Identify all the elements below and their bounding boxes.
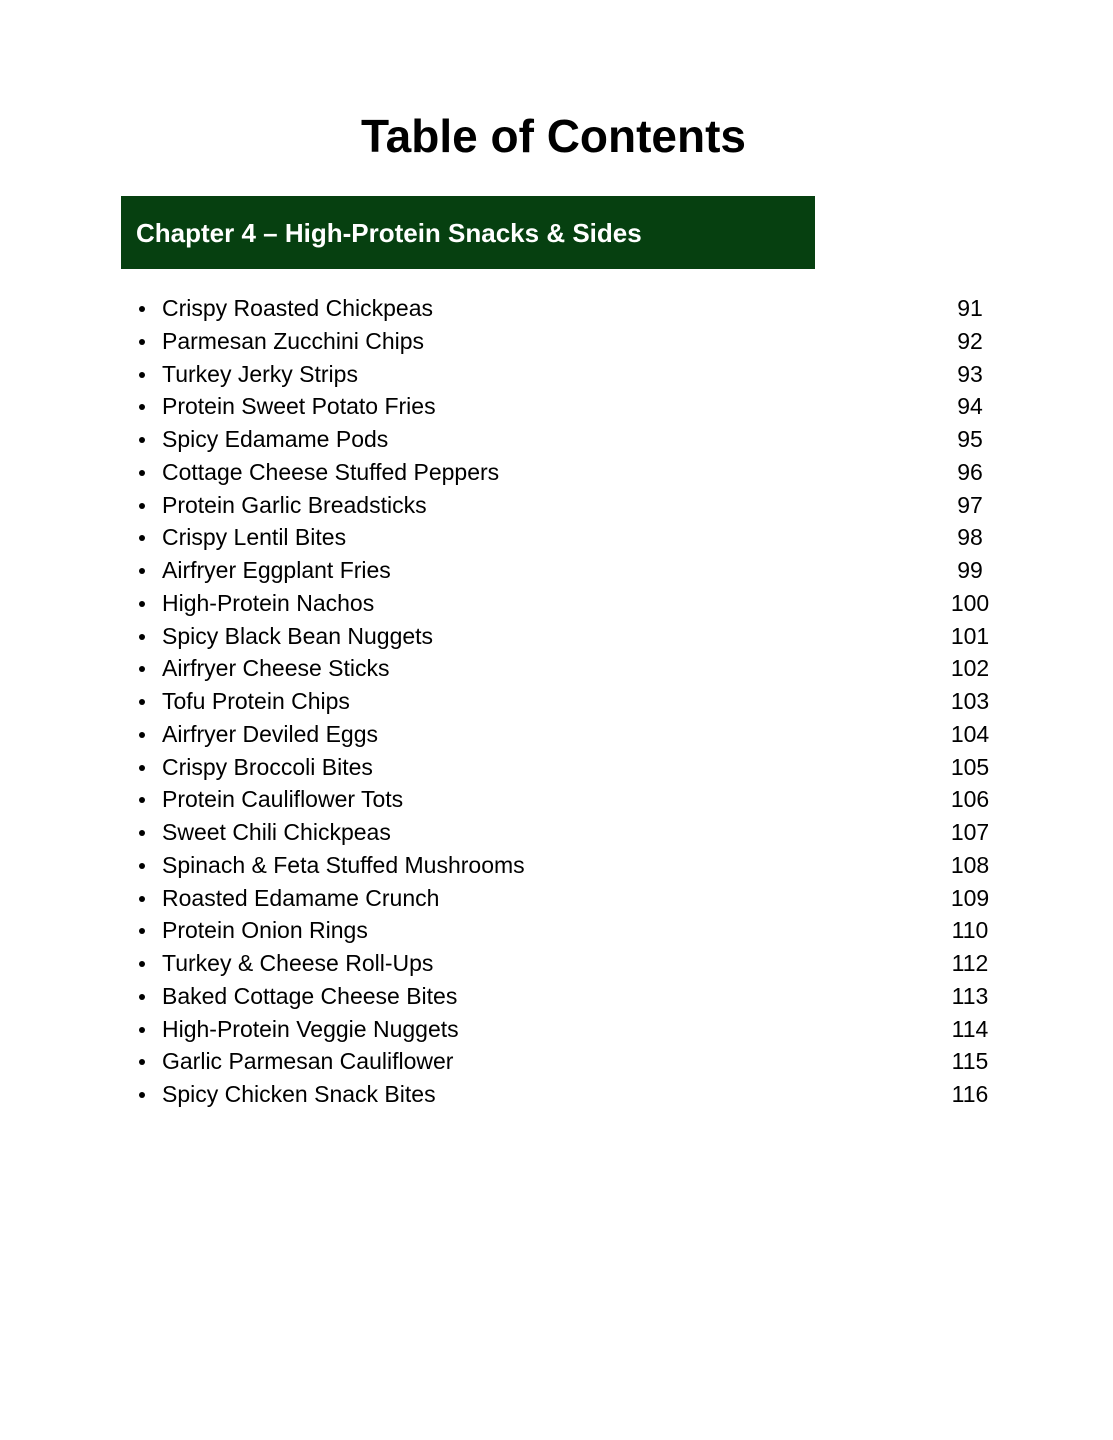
toc-entry-title[interactable]: Airfryer Cheese Sticks — [162, 655, 390, 682]
toc-entry-title[interactable]: Crispy Lentil Bites — [162, 524, 347, 551]
toc-entry-page[interactable]: 104 — [950, 720, 990, 747]
bullet-icon — [139, 1059, 145, 1065]
toc-entry-page[interactable]: 116 — [951, 1081, 989, 1107]
toc-entry-title[interactable]: Protein Sweet Potato Fries — [162, 393, 436, 420]
toc-entry-page[interactable]: 103 — [950, 688, 990, 714]
toc-entry-title[interactable]: Spicy Chicken Snack Bites — [162, 1081, 436, 1107]
bullet-icon — [139, 568, 145, 574]
toc-entry-title[interactable]: High-Protein Veggie Nuggets — [162, 1015, 459, 1042]
bullet-icon — [139, 863, 145, 869]
toc-entry-page[interactable]: 112 — [951, 950, 989, 976]
toc-entry[interactable] — [132, 456, 1012, 489]
bullet-icon — [139, 961, 145, 967]
toc-entry[interactable] — [132, 882, 1012, 915]
bullet-icon — [139, 732, 145, 738]
bullet-icon — [139, 634, 145, 640]
toc-entry-title[interactable]: Roasted Edamame Crunch — [162, 884, 440, 911]
toc-entry-page[interactable]: 108 — [950, 851, 990, 878]
toc-entry-page[interactable]: 114 — [951, 1015, 989, 1042]
bullet-icon — [139, 437, 145, 443]
toc-entry[interactable] — [132, 423, 1012, 456]
toc-entry[interactable] — [132, 816, 1012, 849]
toc-entry[interactable] — [132, 292, 1012, 325]
toc-entry-page[interactable]: 98 — [957, 524, 983, 551]
bullet-icon — [139, 830, 145, 836]
bullet-icon — [139, 1027, 145, 1033]
toc-entry-title[interactable]: Garlic Parmesan Cauliflower — [162, 1048, 454, 1075]
toc-entry-title[interactable]: Turkey & Cheese Roll-Ups — [162, 950, 434, 976]
toc-entry-page[interactable]: 96 — [957, 458, 983, 485]
toc-entry-title[interactable]: Parmesan Zucchini Chips — [162, 327, 425, 354]
toc-entry-title[interactable]: Spicy Black Bean Nuggets — [162, 622, 434, 649]
bullet-icon — [139, 1092, 145, 1098]
toc-entry-title[interactable]: Turkey Jerky Strips — [162, 360, 358, 387]
toc-entry[interactable] — [132, 914, 1012, 947]
toc-entry-page[interactable]: 115 — [951, 1048, 989, 1075]
bullet-icon — [139, 928, 145, 934]
bullet-icon — [139, 535, 145, 541]
bullet-icon — [139, 896, 145, 902]
toc-entry-page[interactable]: 109 — [950, 884, 990, 911]
toc-entry-title[interactable]: Crispy Roasted Chickpeas — [162, 295, 434, 321]
toc-entry[interactable] — [132, 554, 1012, 587]
toc-list — [132, 292, 1012, 1111]
bullet-icon — [139, 601, 145, 607]
toc-entry-title[interactable]: Airfryer Eggplant Fries — [162, 557, 391, 583]
bullet-icon — [139, 797, 145, 803]
toc-entry[interactable] — [132, 849, 1012, 882]
toc-entry[interactable] — [132, 652, 1012, 685]
toc-entry-page[interactable]: 99 — [957, 557, 983, 583]
toc-entry-title[interactable]: Protein Onion Rings — [162, 917, 368, 944]
bullet-icon — [139, 666, 145, 672]
bullet-icon — [139, 470, 145, 476]
toc-entry-title[interactable]: Spicy Edamame Pods — [162, 426, 389, 452]
toc-entry[interactable] — [132, 390, 1012, 423]
bullet-icon — [139, 765, 145, 771]
toc-entry-page[interactable]: 105 — [950, 753, 990, 780]
toc-entry[interactable] — [132, 358, 1012, 391]
toc-entry-title[interactable]: Protein Garlic Breadsticks — [162, 491, 427, 518]
toc-entry-title[interactable]: Sweet Chili Chickpeas — [162, 819, 391, 845]
toc-entry-title[interactable]: Protein Cauliflower Tots — [162, 786, 404, 813]
toc-entry-page[interactable]: 102 — [950, 655, 990, 682]
bullet-icon — [139, 372, 145, 378]
toc-entry-page[interactable]: 91 — [957, 295, 983, 321]
toc-entry[interactable] — [132, 521, 1012, 554]
toc-entry[interactable] — [132, 718, 1012, 751]
toc-entry[interactable] — [132, 489, 1012, 522]
bullet-icon — [139, 404, 145, 410]
toc-entry[interactable] — [132, 685, 1012, 718]
chapter-title[interactable]: Chapter 4 – High-Protein Snacks & Sides — [136, 217, 642, 248]
bullet-icon — [139, 339, 145, 345]
toc-entry-title[interactable]: Baked Cottage Cheese Bites — [162, 982, 458, 1009]
toc-entry-page[interactable]: 94 — [957, 393, 983, 420]
toc-entry-page[interactable]: 95 — [957, 426, 983, 452]
chapter-banner — [121, 196, 815, 269]
toc-entry[interactable] — [132, 947, 1012, 980]
toc-entry-page[interactable]: 100 — [950, 589, 990, 616]
toc-entry[interactable] — [132, 587, 1012, 620]
toc-entry-title[interactable]: Spinach & Feta Stuffed Mushrooms — [162, 851, 525, 878]
toc-entry-page[interactable]: 107 — [950, 819, 990, 845]
bullet-icon — [139, 699, 145, 705]
toc-entry-title[interactable]: High-Protein Nachos — [162, 589, 375, 616]
toc-entry-page[interactable]: 113 — [951, 982, 989, 1009]
toc-entry-page[interactable]: 93 — [957, 360, 983, 387]
bullet-icon — [139, 994, 145, 1000]
toc-entry-title[interactable]: Cottage Cheese Stuffed Peppers — [162, 458, 500, 485]
bullet-icon — [139, 306, 145, 312]
toc-entry-title[interactable]: Crispy Broccoli Bites — [162, 753, 373, 780]
toc-entry[interactable] — [132, 1013, 1012, 1046]
toc-entry-page[interactable]: 101 — [950, 622, 990, 649]
toc-entry[interactable] — [132, 980, 1012, 1013]
toc-entry[interactable] — [132, 751, 1012, 784]
toc-entry-page[interactable]: 110 — [951, 917, 989, 944]
page-title: Table of Contents — [360, 110, 747, 162]
toc-entry[interactable] — [132, 325, 1012, 358]
bullet-icon — [139, 503, 145, 509]
toc-entry-page[interactable]: 97 — [957, 491, 983, 518]
toc-entry-title[interactable]: Tofu Protein Chips — [162, 688, 350, 714]
toc-entry[interactable] — [132, 620, 1012, 653]
toc-entry[interactable] — [132, 1045, 1012, 1078]
toc-entry[interactable] — [132, 1078, 1012, 1111]
toc-entry-title[interactable]: Airfryer Deviled Eggs — [162, 720, 379, 747]
toc-entry-page[interactable]: 92 — [957, 327, 983, 354]
toc-entry[interactable] — [132, 783, 1012, 816]
toc-entry-page[interactable]: 106 — [950, 786, 990, 813]
